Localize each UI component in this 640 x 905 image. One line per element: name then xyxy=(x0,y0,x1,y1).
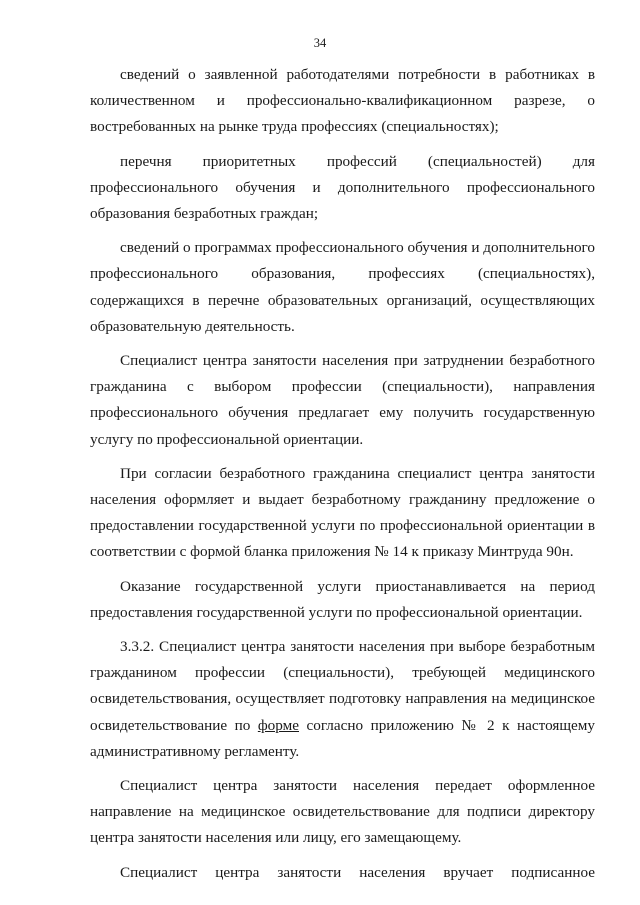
page-number: 34 xyxy=(313,36,327,50)
paragraph-referral-signature: Специалист центра занятости населения передает оформленное направление на медицинское освидетельствование для подписи директору центра занятости населения или лицу, его замещающему. xyxy=(90,777,595,847)
paragraph-service-suspension: Оказание государственной услуги приостанавливается на период предоставления государственной услуги по профессиональной ориентации. xyxy=(90,577,595,621)
document-body xyxy=(90,62,595,894)
paragraph-3-3-2-medical-referral xyxy=(90,634,595,765)
paragraph-referral-handover: Специалист центра занятости населения вручает подписанное xyxy=(120,863,595,881)
paragraph-vacancy-info: сведений о заявленной работодателями потребности в работниках в количественном и профессионально-квалификационном разрезе, о востребованных на рынке труда профессиях (специальностях); xyxy=(90,66,595,136)
form-link[interactable]: форме xyxy=(257,716,299,734)
paragraph-training-programs: сведений о программах профессионального обучения и дополнительного профессионального образования, профессиях (специальностях), содержащихся в перечне образовательных организаций, осуществляющих образовательную деятельность. xyxy=(90,239,595,335)
paragraph-consent-proposal: При согласии безработного гражданина специалист центра занятости населения оформляет и выдает безработному гражданину предложение о предоставлении государственной услуги по профессиональной ориентации в соответствии с формой бланка приложения № 14 к приказу Минтруда 90н. xyxy=(90,464,595,561)
paragraph-priority-professions: перечня приоритетных профессий (специальностей) для профессионального обучения и дополнительного профессионального образования безработных граждан; xyxy=(90,152,595,223)
paragraph-text-end: согласно приложению № 2 к настоящему административному регламенту. xyxy=(90,716,595,760)
paragraph-text-start: 3.3.2. Специалист центра занятости населения при выборе безработным гражданином профессии (специальности), требующей медицинского освидетельствования, осуществляет подготовку направления на медицинское освидетельствование по xyxy=(90,638,595,734)
paragraph-career-guidance-offer: Специалист центра занятости населения при затруднении безработного гражданина с выбором профессии (специальности), направления профессионального обучения предлагает ему получить государственную услугу по профессиональной ориентации. xyxy=(90,352,595,448)
